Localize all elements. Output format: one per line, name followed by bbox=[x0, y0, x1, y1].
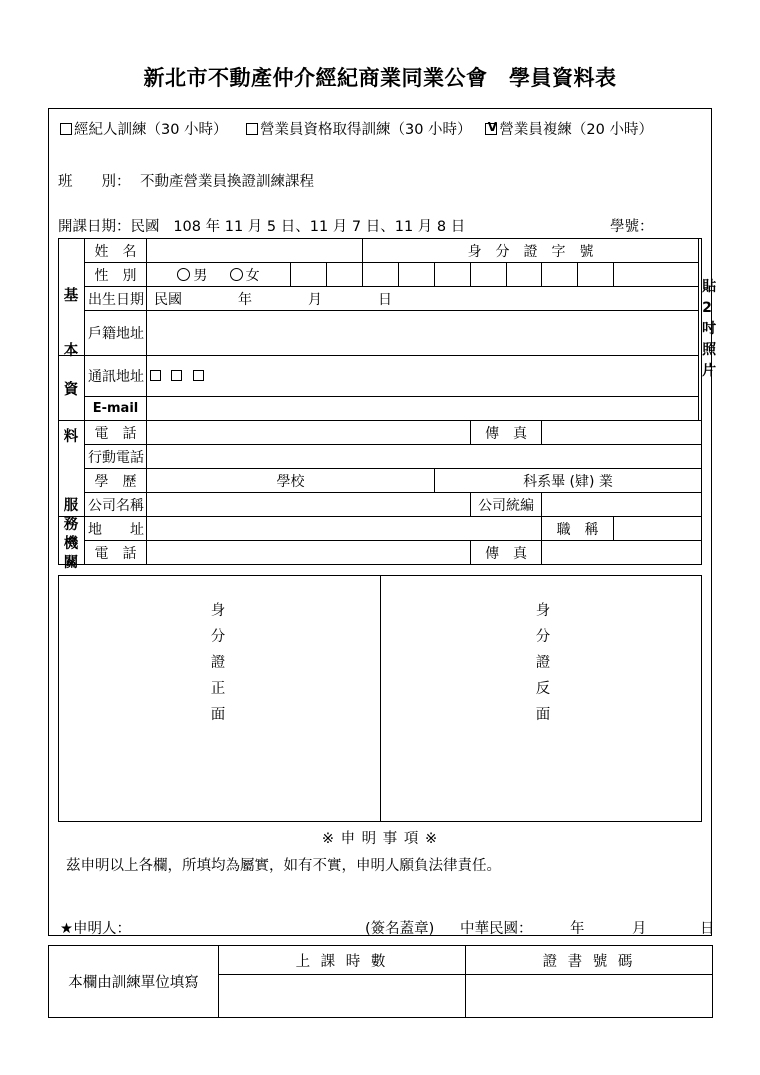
birth-value-template: 民國 年 月 日 bbox=[154, 291, 392, 308]
certificate-label: 證 書 號 碼 bbox=[466, 946, 713, 975]
page-title: 新北市不動產仲介經紀商業同業公會 學員資料表 bbox=[143, 66, 617, 90]
input-fax[interactable] bbox=[542, 421, 702, 445]
input-company-tax[interactable] bbox=[542, 493, 702, 517]
gender-male-label: 男 bbox=[193, 267, 208, 284]
table-row-company-telephone bbox=[59, 541, 702, 565]
id-back-char-5: 面 bbox=[535, 707, 551, 723]
section-basic-char-4: 料 bbox=[63, 429, 79, 445]
table-row-birthday bbox=[59, 287, 702, 311]
input-name[interactable] bbox=[147, 239, 363, 263]
job-title-label: 職 稱 bbox=[542, 517, 614, 541]
id-digit-6[interactable] bbox=[471, 263, 507, 287]
education-label: 學 歷 bbox=[85, 469, 147, 493]
id-front-char-5: 面 bbox=[210, 707, 226, 723]
table-row-household-address bbox=[59, 311, 702, 356]
date-label: 中華民國： bbox=[460, 921, 533, 937]
class-label: 班 別： bbox=[58, 174, 131, 190]
photo-paste-box: 貼 2 吋 照 片 bbox=[699, 239, 702, 421]
start-date-label: 開課日期：民國 bbox=[58, 219, 160, 235]
id-front-labels bbox=[209, 598, 227, 728]
table-row-education bbox=[59, 469, 702, 493]
id-front-char-4: 正 bbox=[210, 681, 226, 697]
hours-label: 上 課 時 數 bbox=[219, 946, 466, 975]
id-digit-1[interactable] bbox=[291, 263, 327, 287]
table-row-name bbox=[59, 239, 702, 263]
course-type-label-2: 營業員資格取得訓練（30 小時） bbox=[260, 122, 472, 138]
signer-label: ★申明人： bbox=[60, 921, 131, 937]
table-row-email bbox=[59, 397, 702, 421]
course-type-option-3[interactable] bbox=[485, 122, 653, 138]
section-employer-char-3: 機 bbox=[63, 536, 79, 552]
input-company-telephone[interactable] bbox=[147, 541, 471, 565]
start-date bbox=[58, 215, 465, 236]
household-label: 戶籍地址 bbox=[85, 311, 147, 356]
id-digit-5[interactable] bbox=[435, 263, 471, 287]
company-tel-label: 電 話 bbox=[85, 541, 147, 565]
declaration-body: 茲申明以上各欄，所填均為屬實，如有不實，申明人願負法律責任。 bbox=[66, 858, 501, 874]
section-basic-char-2: 本 bbox=[63, 343, 79, 359]
input-birth-date[interactable] bbox=[147, 287, 699, 311]
office-use-note: 本欄由訓練單位填寫 bbox=[49, 946, 219, 1018]
input-hours-value[interactable] bbox=[219, 975, 466, 1018]
course-type-option-2[interactable] bbox=[246, 122, 472, 138]
declaration-title: ※ 申 明 事 項 ※ bbox=[321, 831, 439, 847]
section-basic-char-3: 資 bbox=[63, 382, 79, 398]
id-digit-10[interactable] bbox=[614, 263, 699, 287]
input-company-name[interactable] bbox=[147, 493, 471, 517]
input-mobile[interactable] bbox=[147, 445, 702, 469]
student-info-table bbox=[58, 238, 717, 565]
id-front-char-2: 分 bbox=[210, 629, 226, 645]
id-back-char-2: 分 bbox=[535, 629, 551, 645]
id-card-paste-area bbox=[58, 575, 702, 822]
date-year: 年 bbox=[570, 921, 585, 937]
start-date-value: 108 年 11 月 5 日、11 月 7 日、11 月 8 日 bbox=[173, 219, 466, 235]
table-row-company-name bbox=[59, 493, 702, 517]
checkbox-icon[interactable] bbox=[60, 123, 72, 135]
table-row-company-address bbox=[59, 517, 702, 541]
input-job-title[interactable] bbox=[614, 517, 702, 541]
course-type-option-1[interactable] bbox=[60, 122, 228, 138]
company-fax-label: 傳 真 bbox=[471, 541, 542, 565]
table-row-gender bbox=[59, 263, 702, 287]
office-use-table bbox=[48, 945, 713, 1018]
id-digit-4[interactable] bbox=[399, 263, 435, 287]
id-back-char-4: 反 bbox=[535, 681, 551, 697]
fax-label: 傳 真 bbox=[471, 421, 542, 445]
section-employer-char-1: 服 bbox=[63, 498, 79, 514]
radio-male-icon[interactable] bbox=[177, 268, 190, 281]
checkbox-icon[interactable] bbox=[246, 123, 258, 135]
course-type-row bbox=[60, 118, 710, 139]
table-row-mobile bbox=[59, 445, 702, 469]
id-digit-7[interactable] bbox=[507, 263, 542, 287]
course-type-label-3: 營業員複練（20 小時） bbox=[499, 122, 653, 138]
input-certificate-value[interactable] bbox=[466, 975, 713, 1018]
zip-box-1-icon[interactable] bbox=[150, 370, 161, 381]
id-digit-8[interactable] bbox=[542, 263, 578, 287]
checkbox-checked-icon[interactable] bbox=[485, 123, 497, 135]
student-number-label: 學號： bbox=[610, 219, 654, 235]
class-value: 不動產營業員換證訓練課程 bbox=[140, 174, 314, 190]
table-row-telephone bbox=[59, 421, 702, 445]
email-label: E-mail bbox=[85, 397, 147, 421]
course-type-label-1: 經紀人訓練（30 小時） bbox=[74, 122, 228, 138]
input-email[interactable] bbox=[147, 397, 702, 421]
input-mailing-address[interactable] bbox=[147, 356, 699, 397]
birth-label: 出生日期 bbox=[85, 287, 147, 311]
id-back-char-1: 身 bbox=[535, 603, 551, 619]
gender-label: 性 別 bbox=[85, 263, 147, 287]
company-address-label: 地 址 bbox=[85, 517, 147, 541]
id-digit-3[interactable] bbox=[363, 263, 399, 287]
gender-options[interactable] bbox=[147, 263, 291, 287]
zip-box-2-icon[interactable] bbox=[171, 370, 182, 381]
company-tax-label: 公司統編 bbox=[471, 493, 542, 517]
input-telephone[interactable] bbox=[147, 421, 471, 445]
name-label: 姓 名 bbox=[85, 239, 147, 263]
company-name-label: 公司名稱 bbox=[85, 493, 147, 517]
tel-label: 電 話 bbox=[85, 421, 147, 445]
seal-note: (簽名蓋章) bbox=[365, 921, 435, 937]
input-household-address[interactable] bbox=[147, 311, 699, 356]
section-label-employer bbox=[58, 497, 84, 573]
gender-female-label: 女 bbox=[245, 267, 260, 284]
date-day: 日 bbox=[700, 921, 715, 937]
id-digit-9[interactable] bbox=[578, 263, 614, 287]
id-back-char-3: 證 bbox=[535, 655, 551, 671]
section-employer-char-2: 務 bbox=[63, 517, 79, 533]
table-row-mailing-address bbox=[59, 356, 702, 397]
section-employer-char-4: 關 bbox=[63, 555, 79, 571]
mailing-label: 通訊地址 bbox=[85, 356, 147, 397]
section-label-basic bbox=[58, 288, 84, 446]
input-company-address[interactable] bbox=[147, 517, 542, 541]
input-company-fax[interactable] bbox=[542, 541, 702, 565]
radio-female-icon[interactable] bbox=[230, 268, 243, 281]
office-use-header-row bbox=[49, 946, 713, 975]
id-number-label: 身 分 證 字 號 bbox=[363, 239, 699, 263]
date-month: 月 bbox=[632, 921, 647, 937]
mobile-label: 行動電話 bbox=[85, 445, 147, 469]
id-front-char-1: 身 bbox=[210, 603, 226, 619]
id-digit-2[interactable] bbox=[327, 263, 363, 287]
major-label: 科系畢 (肄) 業 bbox=[435, 469, 702, 493]
zip-box-3-icon[interactable] bbox=[193, 370, 204, 381]
school-label: 學校 bbox=[147, 469, 435, 493]
id-front-char-3: 證 bbox=[210, 655, 226, 671]
section-basic-char-1: 基 bbox=[63, 288, 79, 304]
id-card-divider bbox=[380, 576, 381, 821]
id-back-labels bbox=[534, 598, 552, 728]
